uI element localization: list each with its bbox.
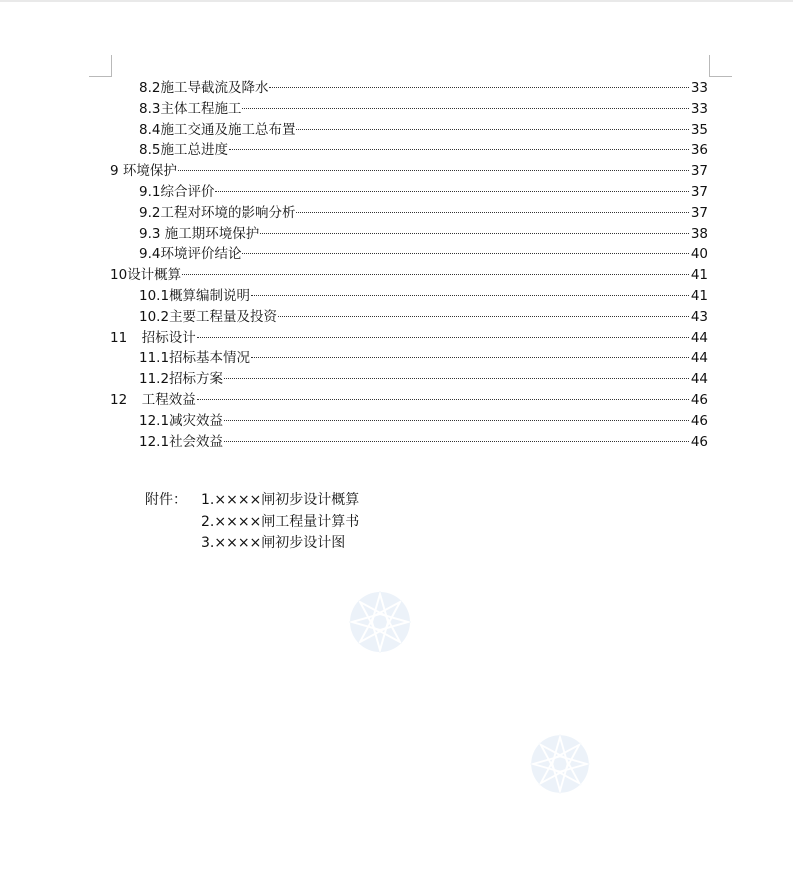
toc-leader-dots <box>224 441 689 442</box>
table-of-contents <box>110 78 708 452</box>
toc-entry[interactable] <box>110 140 708 161</box>
toc-leader-dots <box>242 108 689 109</box>
toc-leader-dots <box>260 233 689 234</box>
toc-leader-dots <box>296 212 689 213</box>
toc-entry[interactable] <box>110 244 708 265</box>
toc-entry-page: 36 <box>690 142 708 159</box>
toc-entry-number: 9.3 <box>139 225 161 242</box>
toc-entry[interactable] <box>110 120 708 141</box>
toc-entry-number: 11.1 <box>139 350 170 367</box>
toc-entry[interactable] <box>110 182 708 203</box>
attachment-item: 1.××××闸初步设计概算 <box>201 492 360 508</box>
toc-entry-title: 社会效益 <box>169 433 224 450</box>
toc-entry[interactable] <box>110 307 708 328</box>
toc-leader-dots <box>224 378 689 379</box>
toc-entry[interactable] <box>110 265 708 286</box>
toc-entry-page: 33 <box>690 80 708 96</box>
toc-leader-dots <box>251 295 689 296</box>
crop-mark-right-vertical <box>709 55 710 77</box>
toc-entry-page: 38 <box>690 225 708 242</box>
toc-entry-number: 9 <box>110 163 119 180</box>
toc-entry-number: 8.5 <box>139 142 161 159</box>
toc-entry-title: 招标方案 <box>169 371 224 388</box>
toc-entry[interactable] <box>110 161 708 182</box>
toc-entry-title: 施工期环境保护 <box>160 225 260 242</box>
toc-entry-title: 减灾效益 <box>169 412 224 429</box>
toc-entry-number: 10.1 <box>139 287 170 304</box>
toc-entry-number: 9.4 <box>139 246 161 263</box>
page-top-edge <box>0 0 793 2</box>
toc-entry-title: 环境评价结论 <box>160 246 242 263</box>
attachments-label: 附件： <box>145 492 187 508</box>
toc-entry-page: 41 <box>690 267 708 284</box>
toc-entry-page: 35 <box>690 121 708 138</box>
toc-entry-title: 招标设计 <box>133 329 196 346</box>
toc-leader-dots <box>269 87 689 88</box>
toc-entry-page: 37 <box>690 163 708 180</box>
toc-entry[interactable] <box>110 411 708 432</box>
toc-entry[interactable] <box>110 348 708 369</box>
watermark-flower-icon <box>512 716 608 812</box>
toc-entry-number: 10.2 <box>139 308 170 325</box>
toc-entry-title: 施工总进度 <box>160 142 228 159</box>
toc-leader-dots <box>242 253 689 254</box>
toc-entry-number: 8.2 <box>139 80 161 96</box>
toc-entry-title: 施工导截流及降水 <box>160 80 269 96</box>
toc-entry-page: 41 <box>690 287 708 304</box>
toc-leader-dots <box>178 170 689 171</box>
toc-entry-title: 综合评价 <box>160 183 215 200</box>
toc-entry-number: 8.3 <box>139 100 161 117</box>
toc-leader-dots <box>251 357 689 358</box>
toc-entry-title: 主要工程量及投资 <box>169 308 278 325</box>
toc-entry-title: 环境保护 <box>122 163 177 180</box>
toc-entry-page: 44 <box>690 329 708 346</box>
toc-entry[interactable] <box>110 78 708 99</box>
toc-entry-page: 37 <box>690 183 708 200</box>
toc-entry-number: 12.1 <box>139 433 170 450</box>
toc-entry-page: 46 <box>690 391 708 408</box>
crop-mark-right-horizontal <box>710 76 732 77</box>
toc-entry[interactable] <box>110 432 708 453</box>
toc-entry[interactable] <box>110 286 708 307</box>
toc-entry-title: 工程对环境的影响分析 <box>160 204 296 221</box>
toc-entry-title: 设计概算 <box>127 267 182 284</box>
toc-entry-title: 工程效益 <box>133 391 196 408</box>
toc-entry-number: 11 <box>110 329 128 346</box>
toc-entry-number: 9.2 <box>139 204 161 221</box>
attachments-list <box>201 490 461 555</box>
attachment-item: 2.××××闸工程量计算书 <box>201 513 360 530</box>
crop-mark-left-horizontal <box>89 76 111 77</box>
toc-entry-page: 44 <box>690 371 708 388</box>
toc-entry-title: 概算编制说明 <box>169 287 251 304</box>
toc-entry-number: 11.2 <box>139 371 170 388</box>
toc-entry-page: 44 <box>690 350 708 367</box>
toc-leader-dots <box>296 129 689 130</box>
toc-entry[interactable] <box>110 328 708 349</box>
toc-leader-dots <box>229 149 689 150</box>
toc-entry-title: 施工交通及施工总布置 <box>160 121 296 138</box>
toc-leader-dots <box>197 399 689 400</box>
toc-entry[interactable] <box>110 369 708 390</box>
toc-leader-dots <box>278 316 689 317</box>
watermark-flower-icon <box>330 572 430 672</box>
toc-entry[interactable] <box>110 390 708 411</box>
toc-entry-page: 37 <box>690 204 708 221</box>
toc-entry[interactable] <box>110 224 708 245</box>
toc-entry-number: 10 <box>110 267 128 284</box>
toc-entry-page: 46 <box>690 412 708 429</box>
toc-entry-page: 33 <box>690 100 708 117</box>
toc-entry-page: 43 <box>690 308 708 325</box>
toc-leader-dots <box>197 337 689 338</box>
toc-entry-title: 招标基本情况 <box>169 350 251 367</box>
toc-leader-dots <box>224 420 689 421</box>
toc-entry-number: 12.1 <box>139 412 170 429</box>
toc-entry-number: 9.1 <box>139 183 161 200</box>
toc-leader-dots <box>215 191 689 192</box>
attachment-item: 3.××××闸初步设计图 <box>201 535 346 551</box>
toc-entry-number: 12 <box>110 391 128 408</box>
toc-entry[interactable] <box>110 203 708 224</box>
toc-entry-page: 40 <box>690 246 708 263</box>
crop-mark-left-vertical <box>111 55 112 77</box>
toc-entry-page: 46 <box>690 433 708 450</box>
toc-entry-title: 主体工程施工 <box>160 100 242 117</box>
toc-entry-number: 8.4 <box>139 121 161 138</box>
toc-entry[interactable] <box>110 99 708 120</box>
toc-leader-dots <box>182 274 689 275</box>
